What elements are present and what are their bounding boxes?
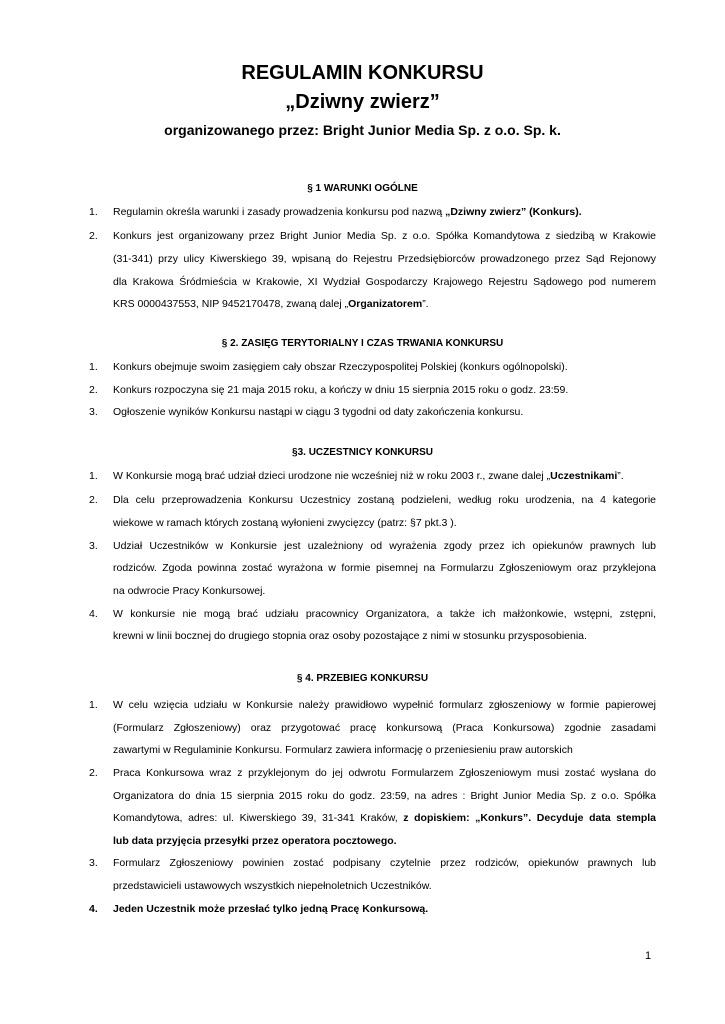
list-number: 1. [89,206,98,218]
organizer-line: organizowanego przez: Bright Junior Media Sp. z o.o. Sp. k. [164,122,561,138]
section-4-heading: § 4. PRZEBIEG KONKURSU [296,673,429,684]
paragraph-line: Konkurs obejmuje swoim zasięgiem cały obszar Rzeczypospolitej Polskiej (konkurs ogólnopolski). [113,361,568,373]
paragraph-line: Ogłoszenie wyników Konkursu nastąpi w ciągu 3 tygodni od daty zakończenia konkursu. [113,406,524,418]
paragraph-line: Regulamin określa warunki i zasady prowadzenia konkursu pod nazwą „Dziwny zwierz” (Konkurs). [113,206,582,218]
paragraph-line: dla Krakowa Śródmieścia w Krakowie, XI Wydział Gospodarczy Krajowego Rejestru Sądowego pod numerem [113,276,656,288]
list-number: 3. [89,857,98,869]
list-number: 3. [89,406,98,418]
paragraph-line: Konkurs jest organizowany przez Bright Junior Media Sp. z o.o. Spółka Komandytowa z siedzibą w Krakowie [113,230,656,242]
list-number: 1. [89,470,98,482]
list-number: 2. [89,767,98,779]
paragraph-line: Organizatora do dnia 15 sierpnia 2015 roku do godz. 23:59, na adres : Bright Junior Media Sp. z o.o. Spółka [113,790,656,802]
document-title: REGULAMIN KONKURSU [241,62,484,84]
paragraph-line: (31-341) przy ulicy Kiwerskiego 39, wpisaną do Rejestru Przedsiębiorców prowadzonego przez Sąd Rejonowy [113,253,656,265]
paragraph-line: Formularz Zgłoszeniowy powinien zostać podpisany czytelnie przez rodziców, opiekunów prawnych lub [113,857,656,869]
paragraph-line: zawartymi w Regulaminie Konkursu. Formularz zawiera informację o przeniesieniu praw autorskich [113,744,573,756]
paragraph-line: lub data przyjęcia przesyłki przez operatora pocztowego. [113,835,397,847]
section-1-heading: § 1 WARUNKI OGÓLNE [307,183,418,194]
paragraph-line: wiekowe w ramach których zostaną wyłonieni zwycięzcy (patrz: §7 pkt.3 ). [113,517,457,529]
paragraph-line: Komandytowa, adres: ul. Kiwerskiego 39, 31-341 Kraków, z dopiskiem: „Konkurs”. Decyduje data stempla [113,812,656,824]
paragraph-line: W celu wzięcia udziału w Konkursie należy prawidłowo wypełnić formularz zgłoszeniowy w formie papierowej [113,699,656,711]
paragraph-line: krewni w linii bocznej do drugiego stopnia oraz osoby pozostające z nimi w stosunku przysposobienia. [113,630,587,642]
section-2-heading: § 2. ZASIĘG TERYTORIALNY I CZAS TRWANIA KONKURSU [221,338,504,349]
paragraph-line: W Konkursie mogą brać udział dzieci urodzone nie wcześniej niż w roku 2003 r., zwane dalej „Uczestnikami”. [113,470,624,482]
paragraph-line: KRS 0000437553, NIP 9452170478, zwaną dalej „Organizatorem”. [113,298,429,310]
paragraph-line: Jeden Uczestnik może przesłać tylko jedną Pracę Konkursową. [113,903,429,915]
paragraph-line: Konkurs rozpoczyna się 21 maja 2015 roku, a kończy w dniu 15 sierpnia 2015 roku o godz. 23:59. [113,384,569,396]
list-number: 1. [89,361,98,373]
contest-name: „Dziwny zwierz” [285,91,440,113]
list-number: 4. [89,608,98,620]
paragraph-line: Dla celu przeprowadzenia Konkursu Uczestnicy zostaną podzieleni, według roku urodzenia, na 4 kategorie [113,494,656,506]
list-number: 1. [89,699,98,711]
list-number: 2. [89,494,98,506]
paragraph-line: W konkursie nie mogą brać udziału pracownicy Organizatora, a także ich małżonkowie, wstępni, zstępni, [113,608,656,620]
paragraph-line: przedstawicieli ustawowych wszystkich niepełnoletnich Uczestników. [113,880,432,892]
section-3-heading: §3. UCZESTNICY KONKURSU [292,447,433,458]
list-number: 4. [89,903,98,915]
paragraph-line: Udział Uczestników w Konkursie jest uzależniony od wyrażenia zgody przez ich opiekunów prawnych lub [113,540,656,552]
paragraph-line: Praca Konkursowa wraz z przyklejonym do jej odwrotu Formularzem Zgłoszeniowym musi zostać wysłana do [113,767,656,779]
paragraph-line: na odwrocie Pracy Konkursowej. [113,585,266,597]
paragraph-line: (Formularz Zgłoszeniowy) oraz przygotować pracę konkursową (Praca Konkursowa) zgodnie zasadami [113,722,656,734]
list-number: 2. [89,384,98,396]
list-number: 3. [89,540,98,552]
paragraph-line: rodziców. Zgoda powinna zostać wyrażona w formie pisemnej na Formularzu Zgłoszeniowym oraz przyklejona [113,562,656,574]
page-number: 1 [645,950,652,962]
list-number: 2. [89,230,98,242]
